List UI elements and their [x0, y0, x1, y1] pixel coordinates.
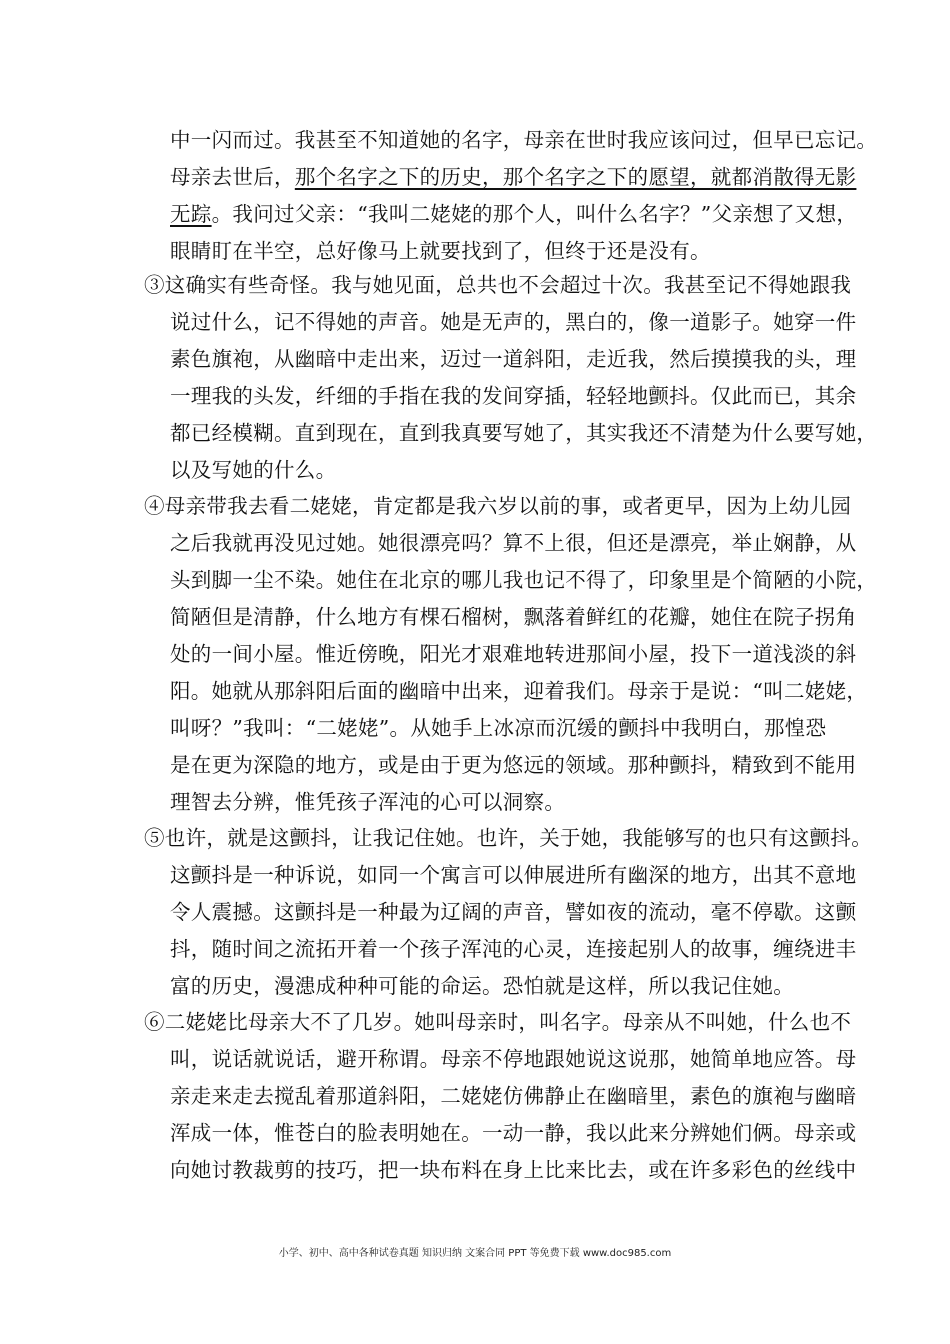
text-line: 向她讨教裁剪的技巧，把一块布料在身上比来比去，或在许多彩色的丝线中	[170, 1158, 857, 1182]
text-line: 抖，随时间之流拓开着一个孩子浑沌的心灵，连接起别人的故事，缠绕进丰	[170, 937, 857, 961]
text-line	[170, 165, 856, 189]
text-line: 是在更为深隐的地方，或是由于更为悠远的领域。那种颤抖，精致到不能用	[170, 753, 857, 777]
text-line: 说过什么，记不得她的声音。她是无声的，黑白的，像一道影子。她穿一件	[170, 310, 857, 334]
text-line: 眼睛盯在半空，总好像马上就要找到了，但终于还是没有。	[170, 239, 711, 263]
text-line	[170, 202, 857, 226]
text-line: 这颤抖是一种诉说，如同一个寓言可以伸展进所有幽深的地方，出其不意地	[170, 863, 857, 887]
text-line: 头到脚一尘不染。她住在北京的哪儿我也记不得了，印象里是个简陋的小院，	[170, 568, 878, 592]
text-line: 令人震撼。这颤抖是一种最为辽阔的声音，譬如夜的流动，毫不停歇。这颤	[170, 900, 857, 924]
text-line: ③这确实有些奇怪。我与她见面，总共也不会超过十次。我甚至记不得她跟我	[144, 273, 852, 297]
text-line: 处的一间小屋。惟近傍晚，阳光才艰难地转进那间小屋，投下一道浅淡的斜	[170, 642, 857, 666]
text-line: ④母亲带我去看二姥姥，肯定都是我六岁以前的事，或者更早，因为上幼儿园	[144, 494, 852, 518]
text-line: 一理我的头发，纤细的手指在我的发间穿插，轻轻地颤抖。仅此而已，其余	[170, 384, 857, 408]
text-line: 叫呀？”我叫：“二姥姥”。从她手上冰凉而沉缓的颤抖中我明白，那惶恐	[170, 716, 827, 740]
text-span: 。我问过父亲：“我叫二姥姥的那个人，叫什么名字？”父亲想了又想，	[211, 202, 858, 226]
underlined-text: 无踪	[170, 202, 212, 226]
text-line: 简陋但是清静，什么地方有棵石榴树，飘落着鲜红的花瓣，她住在院子拐角	[170, 605, 857, 629]
text-line: ⑥二姥姥比母亲大不了几岁。她叫母亲时，叫名字。母亲从不叫她，什么也不	[144, 1010, 852, 1034]
text-line: 叫，说话就说话，避开称谓。母亲不停地跟她说这说那，她简单地应答。母	[170, 1047, 857, 1071]
text-span: 母亲去世后，	[170, 165, 295, 189]
underlined-text: 那个名字之下的历史，那个名字之下的愿望，就都消散得无影	[294, 165, 857, 189]
text-line: 亲走来走去搅乱着那道斜阳，二姥姥仿佛静止在幽暗里，素色的旗袍与幽暗	[170, 1084, 857, 1108]
text-line: 阳。她就从那斜阳后面的幽暗中出来，迎着我们。母亲于是说：“叫二姥姥，	[170, 679, 868, 703]
text-line: 以及写她的什么。	[170, 458, 337, 482]
text-line: 中一闪而过。我甚至不知道她的名字，母亲在世时我应该问过，但早已忘记。	[170, 128, 878, 152]
page-footer: 小学、初中、高中各种试卷真题 知识归纳 文案合同 PPT 等免费下载 www.doc985.com	[278, 1248, 672, 1259]
text-line: 浑成一体，惟苍白的脸表明她在。一动一静，我以此来分辨她们俩。母亲或	[170, 1121, 857, 1145]
text-line: ⑤也许，就是这颤抖，让我记住她。也许，关于她，我能够写的也只有这颤抖。	[144, 826, 872, 850]
text-line: 富的历史，漫漶成种种可能的命运。恐怕就是这样，所以我记住她。	[170, 974, 794, 998]
text-line: 之后我就再没见过她。她很漂亮吗？算不上很，但还是漂亮，举止娴静，从	[170, 531, 857, 555]
text-line: 素色旗袍，从幽暗中走出来，迈过一道斜阳，走近我，然后摸摸我的头，理	[170, 347, 857, 371]
text-line: 都已经模糊。直到现在，直到我真要写她了，其实我还不清楚为什么要写她，	[170, 421, 878, 445]
text-line: 理智去分辨，惟凭孩子浑沌的心可以洞察。	[170, 790, 566, 814]
